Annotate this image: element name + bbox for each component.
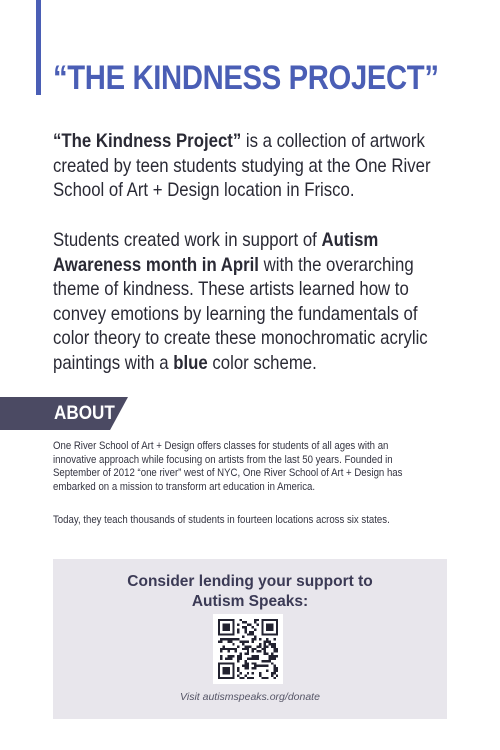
about-heading: ABOUT — [54, 403, 115, 424]
details-text-1: Students created work in support of — [53, 229, 322, 251]
support-heading-line-2: Autism Speaks: — [191, 593, 309, 610]
details-text-3: color scheme. — [207, 351, 317, 374]
support-heading — [53, 572, 447, 612]
support-heading-line-1: Consider lending your support to — [127, 573, 373, 590]
details-bold-1: Autism Awareness month in April — [53, 229, 379, 276]
page-title: “THE KINDNESS PROJECT” — [53, 59, 439, 97]
about-paragraph-1: One River School of Art + Design offers classes for students of all ages with an innovative approach while focusing on artists from the last 50 years. Founded in September of 2012 “one river” west of NYC, One River School of Art + Design has embarked on a mission to transform art education in America. — [53, 440, 403, 493]
about-paragraph-2: Today, they teach thousands of students in fourteen locations across six states. — [53, 514, 390, 526]
details-text-2: with the overarching theme of kindness. These artists learned how to convey emotions by learning the fundamentals of color theory to create these monochromatic acrylic paintings with a — [53, 253, 428, 374]
accent-bar — [36, 0, 41, 95]
details-paragraph — [53, 228, 431, 375]
donate-link[interactable]: Visit autismspeaks.org/donate — [180, 691, 320, 703]
qr-code-icon[interactable] — [213, 614, 283, 684]
intro-bold-title: “The Kindness Project” — [53, 130, 242, 152]
support-box — [53, 559, 447, 719]
intro-text: is a collection of artwork created by teen students studying at the One River School of Art + Design location in Frisco. — [53, 130, 431, 201]
intro-paragraph — [53, 129, 431, 203]
details-bold-2: blue — [173, 351, 208, 374]
